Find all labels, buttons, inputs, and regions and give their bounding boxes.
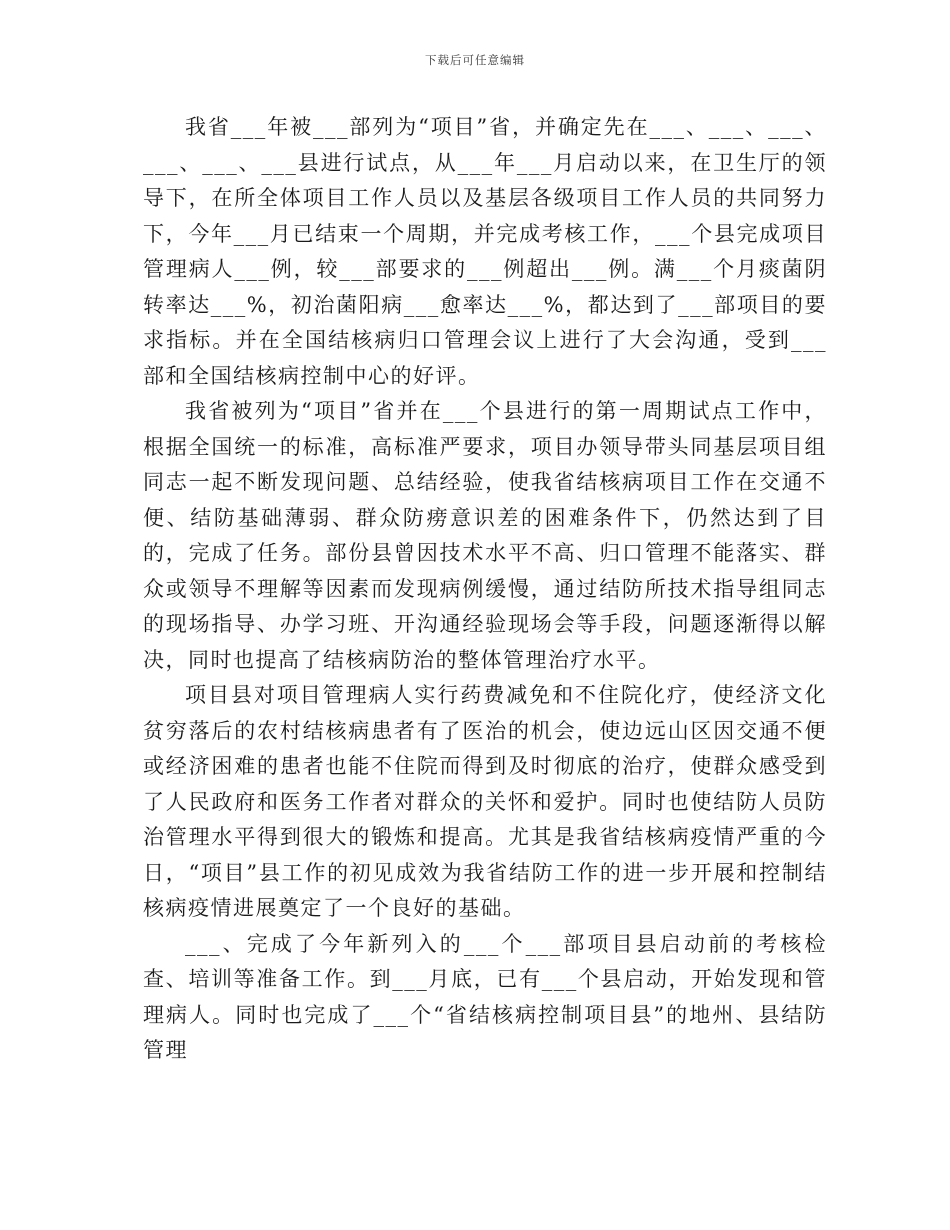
document-body — [143, 110, 827, 1069]
paragraph-first-cycle: 我省被列为“项目”省并在___个县进行的第一周期试点工作中，根据全国统一的标准，高标准严要求，项目办领导带头同基层项目组同志一起不断发现问题、总结经验，使我省结核病项目工作在交通不便、结防基础薄弱、群众防痨意识差的困难条件下，仍然达到了目的，完成了任务。部份县曾因技术水平不高、归口管理不能落实、群众或领导不理解等因素而发现病例缓慢，通过结防所技术指导组同志的现场指导、办学习班、开沟通经验现场会等手段，问题逐渐得以解决，同时也提高了结核病防治的整体管理治疗水平。 — [143, 399, 827, 672]
paragraph-pilot-summary: 我省___年被___部列为“项目”省，并确定先在___、___、___、___、___、___县进行试点，从___年___月启动以来，在卫生厅的领导下，在所全体项目工作人员以及基层各级项目工作人员的共同努力下，今年___月已结束一个周期，并完成考核工作，___个县完成项目管理病人___例，较___部要求的___例超出___例。满___个月痰菌阴转率达___%，初治菌阳病___愈率达___%，都达到了___部项目的要求指标。并在全国结核病归口管理会议上进行了大会沟通，受到___部和全国结核病控制中心的好评。 — [143, 115, 827, 388]
paragraph-new-counties: ___、完成了今年新列入的___个___部项目县启动前的考核检查、培训等准备工作。到___月底，已有___个县启动，开始发现和管理病人。同时也完成了___个“省结核病控制项目县”的地州、县结防管理 — [143, 931, 827, 1062]
paragraph-treatment-benefits: 项目县对项目管理病人实行药费减免和不住院化疗，使经济文化贫穷落后的农村结核病患者有了医治的机会，使边远山区因交通不便或经济困难的患者也能不住院而得到及时彻底的治疗，使群众感受到了人民政府和医务工作者对群众的关怀和爱护。同时也使结防人员防治管理水平得到很大的锻炼和提高。尤其是我省结核病疫情严重的今日，“项目”县工作的初见成效为我省结防工作的进一步开展和控制结核病疫情进展奠定了一个良好的基础。 — [143, 683, 827, 920]
page-header: 下载后可任意编辑 — [425, 53, 525, 67]
